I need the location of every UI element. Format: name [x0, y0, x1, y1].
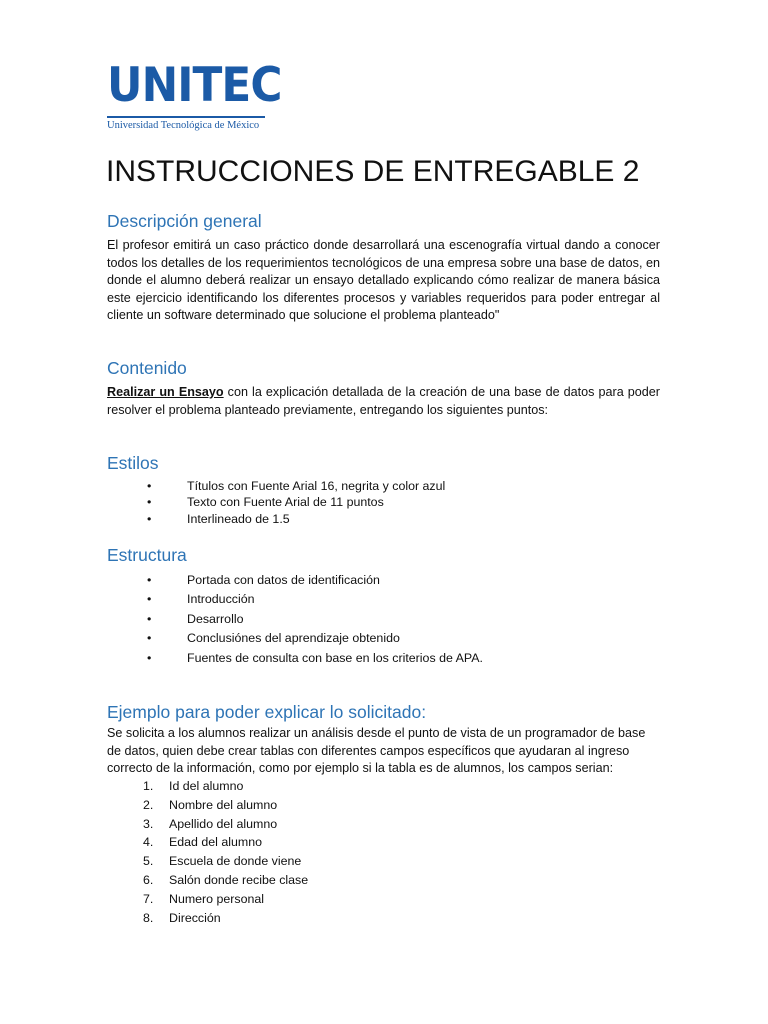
logo-wordmark: UNITEC [107, 58, 282, 113]
contenido-text: con la explicación detallada de la creación de una base de datos para poder resolver el problema planteado previamente, entregando los siguientes puntos: [107, 385, 661, 417]
unitec-logo [107, 58, 282, 131]
list-item: 6. Salón donde recibe clase [143, 872, 309, 887]
list-item: 2. Nombre del alumno [143, 797, 278, 812]
list-item: 8. Dirección [143, 910, 221, 925]
list-item: 1. Id del alumno [143, 779, 244, 793]
contenido-lead-emphasis: Realizar un Ensayo [107, 385, 224, 399]
document-title: INSTRUCCIONES DE ENTREGABLE 2 [106, 155, 640, 188]
logo-subtitle: Universidad Tecnológica de México [107, 120, 260, 131]
list-item: • Texto con Fuente Arial de 11 puntos [147, 495, 384, 510]
heading-ejemplo: Ejemplo para poder explicar lo solicitado: [107, 702, 427, 722]
bullet-icon: • [147, 573, 152, 587]
list-item: • Fuentes de consulta con base en los criterios de APA. [147, 649, 483, 668]
heading-contenido: Contenido [107, 358, 187, 378]
list-item: • Introducción [147, 590, 483, 609]
bullet-icon: • [147, 511, 152, 526]
list-item: • Conclusiónes del aprendizaje obtenido [147, 629, 483, 648]
estilos-list [147, 478, 445, 527]
list-item: • Títulos con Fuente Arial 16, negrita y color azul [147, 479, 446, 493]
ejemplo-fields-list [143, 777, 308, 927]
list-item: 7. Numero personal [143, 891, 265, 906]
list-item: • Portada con datos de identificación [147, 571, 483, 590]
heading-descripcion: Descripción general [107, 211, 262, 231]
ejemplo-paragraph: Se solicita a los alumnos realizar un análisis desde el punto de vista de un programador de base de datos, quien debe crear tablas con diferentes campos específicos que ayudaran al ingreso correcto de la información, como por ejemplo si la tabla es de alumnos, los campos serian: [107, 726, 646, 776]
bullet-icon: • [147, 611, 152, 626]
heading-estilos: Estilos [107, 453, 159, 473]
estructura-list [147, 571, 483, 668]
bullet-icon: • [147, 650, 152, 665]
bullet-icon: • [147, 495, 152, 510]
list-item: 3. Apellido del alumno [143, 816, 278, 831]
bullet-icon: • [147, 592, 152, 607]
contenido-paragraph [107, 384, 660, 419]
bullet-icon: • [147, 479, 152, 493]
list-item: • Desarrollo [147, 610, 483, 629]
heading-estructura: Estructura [107, 545, 187, 565]
list-item: 5. Escuela de donde viene [143, 854, 302, 869]
bullet-icon: • [147, 631, 152, 646]
descripcion-paragraph: El profesor emitirá un caso práctico donde desarrollará una escenografía virtual dando a conocer todos los detalles de los requerimientos tecnológicos de una empresa sobre una base de datos, en donde el alumno deberá realizar un ensayo detallado explicando cómo realizar de manera básica este ejercicio identificando los diferentes procesos y variables requeridos para poder entregar al cliente un software determinado que solucione el problema planteado" [107, 238, 660, 323]
list-item: • Interlineado de 1.5 [147, 511, 290, 526]
logo-divider [107, 116, 265, 118]
list-item: 4. Edad del alumno [143, 835, 262, 850]
